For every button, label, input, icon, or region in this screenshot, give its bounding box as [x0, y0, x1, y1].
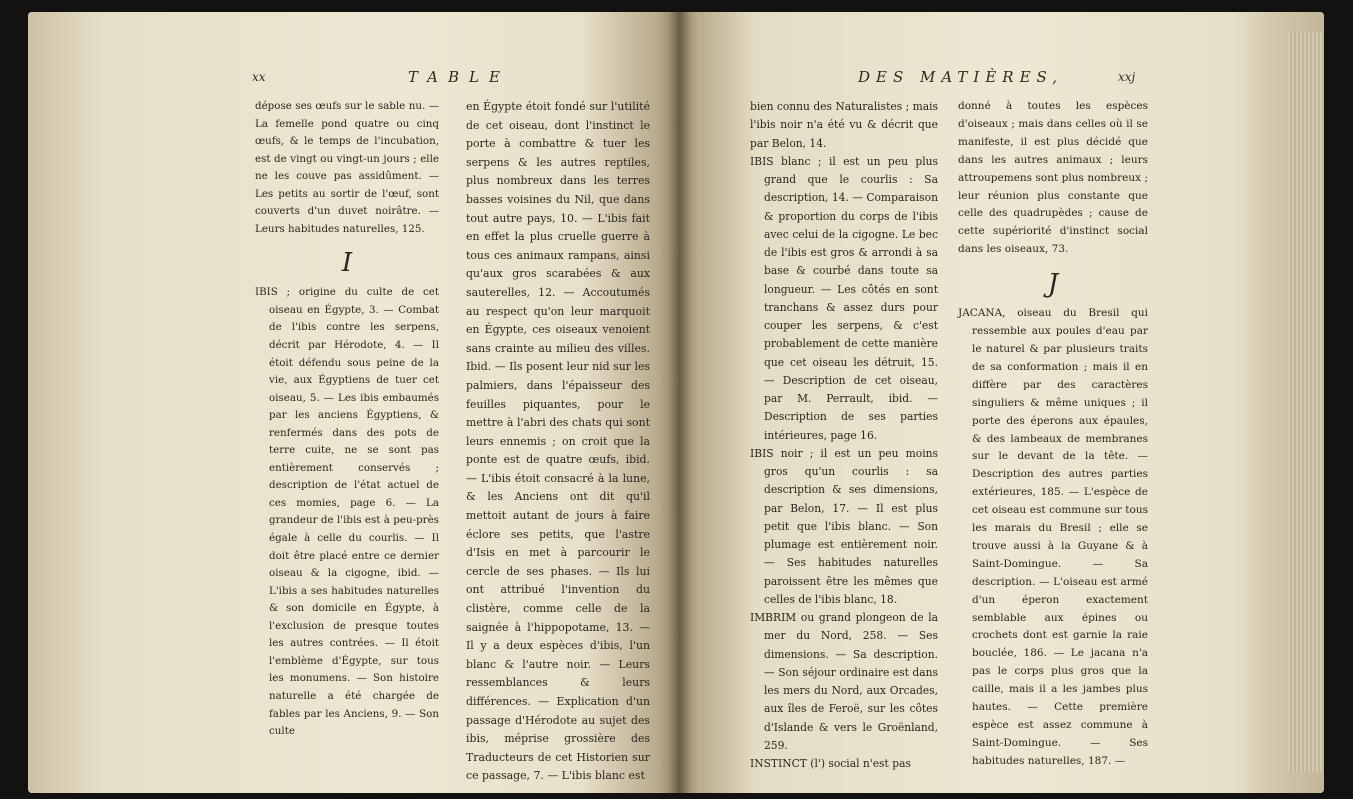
column-4-paragraph-1: donné à toutes les espèces d'oiseaux ; mais dans celles où il se manifeste, il est plus décidé que dans les autres animaux ; leurs attroupemens sont plus nombreux ; leur réunion plus constante que celle des quadrupèdes ; cause de cette supériorité d'instinct social dans les oiseaux, 73. — [958, 100, 1148, 256]
entry-ibis: IBIS ; origine du culte de cet oiseau en Égypte, 3. — Combat de l'ibis contre les serpens, décrit par Hérodote, 4. — Il étoit défendu sous peine de la vie, aux Égyptiens de tuer cet oiseau, 5. — Les ibis embaumés par les anciens Égyptiens, & renfermés dans des pots de terre cuite, ne se sont pas entièrement conservés ; description de l'état actuel de ces momies, page 6. — La grandeur de l'ibis est à peu-près égale à celle du courlis. — Il doit être placé entre ce dernier oiseau & la cigogne, ibid. — L'ibis a ses habitudes naturelles & son domicile en Égypte, à l'exclusion de presque toutes les autres contrées. — Il étoit l'emblème d'Égypte, sur tous les monumens. — Son histoire naturelle a été chargée de fables par les Anciens, 9. — Son culte — [255, 286, 439, 738]
left-running-title: TABLE — [408, 68, 510, 86]
right-page-number: xxj — [1118, 70, 1136, 84]
right-running-title: DES MATIÈRES, — [858, 68, 1064, 86]
column-3-paragraph-1: bien connu des Naturalistes ; mais l'ibis noir n'a été vu & décrit que par Belon, 14. — [750, 100, 938, 150]
entry-instinct: INSTINCT (l') social n'est pas — [750, 757, 911, 770]
entry-ibis-blanc: IBIS blanc ; il est un peu plus grand que le courlis : Sa description, 14. — Comparaison & proportion du corps de l'ibis avec celui de la cigogne. Le bec de l'ibis est gros & arrondi à sa base & courbé dans toute sa longueur. — Les côtés en sont tranchans & assez durs pour couper les serpens, & c'est probablement de cette manière que cet oiseau les détruit, 15. — Description de cet oiseau, par M. Perrault, ibid. — Description de ses parties intérieures, page 16. — [750, 154, 938, 442]
column-1 — [255, 98, 439, 741]
book-gutter — [668, 12, 690, 793]
column-4 — [958, 98, 1148, 771]
left-page-number: xx — [252, 70, 266, 84]
entry-imbrim: IMBRIM ou grand plongeon de la mer du Nord, 258. — Ses dimensions. — Sa description. — Son séjour ordinaire est dans les mers du Nord, aux Orcades, aux îles de Feroë, sur les côtes d'Islande & vers le Groënland, 259. — [750, 611, 938, 752]
column-3 — [750, 98, 938, 773]
column-2-paragraph-1: en Égypte étoit fondé sur l'utilité de cet oiseau, dont l'instinct le porte à combattre & tuer les serpens & les autres reptiles, plus nombreux dans les terres basses voisines du Nil, que dans tout autre pays, 10. — L'ibis fait en effet la plus cruelle guerre à tous ces animaux rampans, ainsi qu'aux gros scarabées & aux sauterelles, 12. — Accoutumés au respect qu'on leur marquoit en Égypte, ces oiseaux venoient sans crainte au milieu des villes. Ibid. — Ils posent leur nid sur les palmiers, dans l'épaisseur des feuilles piquantes, pour le mettre à l'abri des chats qui sont leurs ennemis ; on croit que la ponte est de quatre œufs, ibid. — L'ibis étoit consacré à la lune, & les Anciens ont dit qu'il mettoit autant de jours à faire éclore ses petits, que l'astre d'Isis en met à parcourir le cercle de ses phases. — Ils lui ont attribué l'invention du clistère, comme celle de la saignée à l'hippopotame, 13. — Il y a deux espèces d'ibis, l'un blanc & l'autre noir. — Leurs ressemblances & leurs différences. — Explication d'un passage d'Hérodote au sujet des ibis, méprise grossière des Traducteurs de cet Historien sur ce passage, 7. — L'ibis blanc est — [466, 100, 650, 783]
section-letter-i: I — [341, 248, 353, 279]
open-book — [28, 12, 1324, 793]
entry-ibis-noir: IBIS noir ; il est un peu moins gros qu'un courlis : sa description & ses dimensions, par Belon, 17. — Il est plus petit que l'ibis blanc. — Son plumage est entièrement noir. — Ses habitudes naturelles paroissent être les mêmes que celles de l'ibis blanc, 18. — [750, 446, 938, 606]
entry-jacana: JACANA, oiseau du Bresil qui ressemble aux poules d'eau par le naturel & par plusieurs traits de sa conformation ; mais il en diffère par des caractères singuliers & même uniques ; il porte des éperons aux épaules, & des lambeaux de membranes sur le devant de la tête. — Description des autres parties extérieures, 185. — L'espèce de cet oiseau est commune sur tous les marais du Bresil ; elle se trouve aussi à la Guyane & à Saint-Domingue. — Sa description. — L'oiseau est armé d'un éperon exactement semblable aux épines ou crochets dont est garnie la raie bouclée, 186. — Le jacana n'a pas le corps plus gros que la caille, mais il a les jambes plus hautes. — Cette première espèce est assez commune à Saint-Domingue. — Ses habitudes naturelles, 187. — — [958, 307, 1148, 767]
section-letter-j: J — [1047, 269, 1059, 300]
column-1-paragraph-1: dépose ses œufs sur le sable nu. — La femelle pond quatre ou cinq œufs, & le temps de l'incubation, est de vingt ou vingt-un jours ; elle ne les couve pas assidûment. — Les petits au sortir de l'œuf, sont couverts d'un duvet noirâtre. — Leurs habitudes naturelles, 125. — [255, 100, 439, 235]
column-2 — [466, 98, 650, 786]
page-edges — [1288, 32, 1324, 772]
